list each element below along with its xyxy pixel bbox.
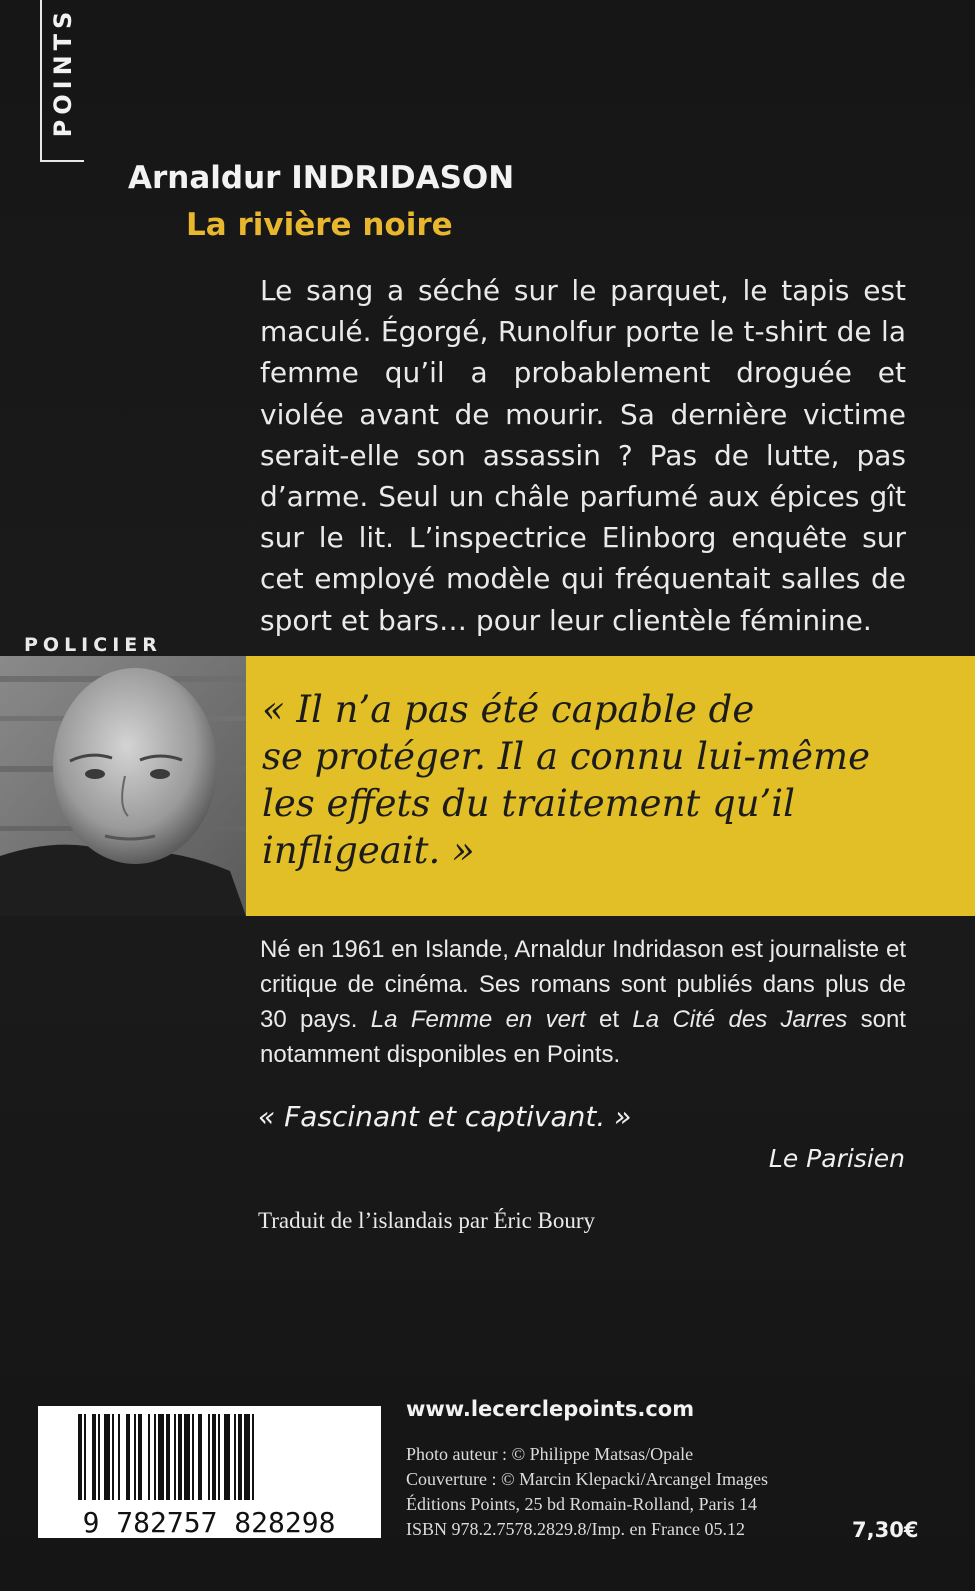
- bio-text: sont notamment disponibles en Points.: [260, 1006, 906, 1068]
- barcode-bar: [118, 1414, 120, 1500]
- credit-line: Couverture : © Marcin Klepacki/Arcangel Images: [406, 1469, 769, 1489]
- quote-line: se protéger. Il a connu lui-même: [262, 735, 871, 778]
- bio-book-title: La Femme en vert: [370, 1006, 586, 1033]
- bio-book-title: La Cité des Jarres: [632, 1006, 848, 1033]
- credit-line: ISBN 978.2.7578.2829.8/Imp. en France 05.12: [406, 1519, 745, 1539]
- press-quote-source: Le Parisien: [768, 1144, 905, 1173]
- barcode-bar: [174, 1414, 176, 1500]
- barcode-bar: [92, 1414, 96, 1500]
- credit-line: Photo auteur : © Philippe Matsas/Opale: [406, 1444, 694, 1464]
- barcode-bar: [238, 1414, 242, 1500]
- barcode-bar: [218, 1414, 220, 1500]
- barcode-bar: [148, 1414, 150, 1500]
- website-link[interactable]: www.lecerclepoints.com: [406, 1397, 695, 1421]
- barcode-bar: [198, 1414, 202, 1500]
- barcode-bar: [244, 1414, 250, 1500]
- barcode-bar: [158, 1414, 164, 1500]
- highlight-quote: [262, 686, 962, 874]
- credits-block: [406, 1442, 768, 1542]
- barcode-bar: [212, 1414, 216, 1500]
- barcode-bar: [252, 1414, 254, 1500]
- highlight-quote-box: [246, 656, 975, 916]
- bio-text: et: [585, 1006, 633, 1033]
- barcode-bar: [166, 1414, 170, 1500]
- book-title: La rivière noire: [186, 207, 453, 243]
- barcode: [38, 1406, 381, 1538]
- bio-text: Né en 1961 en Islande, Arnaldur Indridason est journaliste et critique de cinéma. Ses romans sont publiés dans plus de 30 pays.: [260, 936, 906, 1033]
- barcode-bar: [84, 1414, 86, 1500]
- quote-line: « Il n’a pas été capable de: [262, 688, 755, 731]
- publisher-mark: [40, 0, 84, 162]
- barcode-number: 9 782757 828298: [82, 1506, 336, 1538]
- barcode-bar: [192, 1414, 194, 1500]
- barcode-bar: [154, 1414, 156, 1500]
- quote-line: infligeait. »: [262, 829, 475, 872]
- author-photo: [0, 656, 246, 916]
- genre-label: POLICIER: [24, 634, 162, 656]
- quote-line: les effets du traitement qu’il: [262, 782, 795, 825]
- author-name: Arnaldur INDRIDASON: [128, 160, 515, 196]
- press-quote: « Fascinant et captivant. »: [258, 1100, 632, 1133]
- barcode-bar: [138, 1414, 142, 1500]
- barcode-bar: [234, 1414, 236, 1500]
- barcode-bar: [126, 1414, 130, 1500]
- price: 7,30€: [852, 1518, 919, 1542]
- barcode-bar: [208, 1414, 210, 1500]
- barcode-bar: [78, 1414, 82, 1500]
- barcode-bar: [178, 1414, 182, 1500]
- barcode-bar: [112, 1414, 114, 1500]
- author-bio: [260, 932, 906, 1072]
- credit-line: Éditions Points, 25 bd Romain-Rolland, Paris 14: [406, 1494, 758, 1514]
- barcode-bars: [38, 1406, 381, 1538]
- barcode-bar: [98, 1414, 100, 1500]
- barcode-bar: [104, 1414, 110, 1500]
- barcode-bar: [224, 1414, 230, 1500]
- book-summary: Le sang a séché sur le parquet, le tapis est maculé. Égorgé, Runolfur porte le t-shirt de la femme qu’il a probablement droguée et violée avant de mourir. Sa dernière victime serait-elle son assassin ? Pas de lutte, pas d’arme. Seul un châle parfumé aux épices gît sur le lit. L’inspectrice Elinborg enquête sur cet employé modèle qui fréquentait salles de sport et bars… pour leur clientèle féminine.: [260, 274, 906, 637]
- barcode-bar: [134, 1414, 136, 1500]
- publisher-mark-label: POINTS: [49, 6, 77, 138]
- barcode-bar: [184, 1414, 190, 1500]
- translator-credit: Traduit de l’islandais par Éric Boury: [258, 1208, 596, 1233]
